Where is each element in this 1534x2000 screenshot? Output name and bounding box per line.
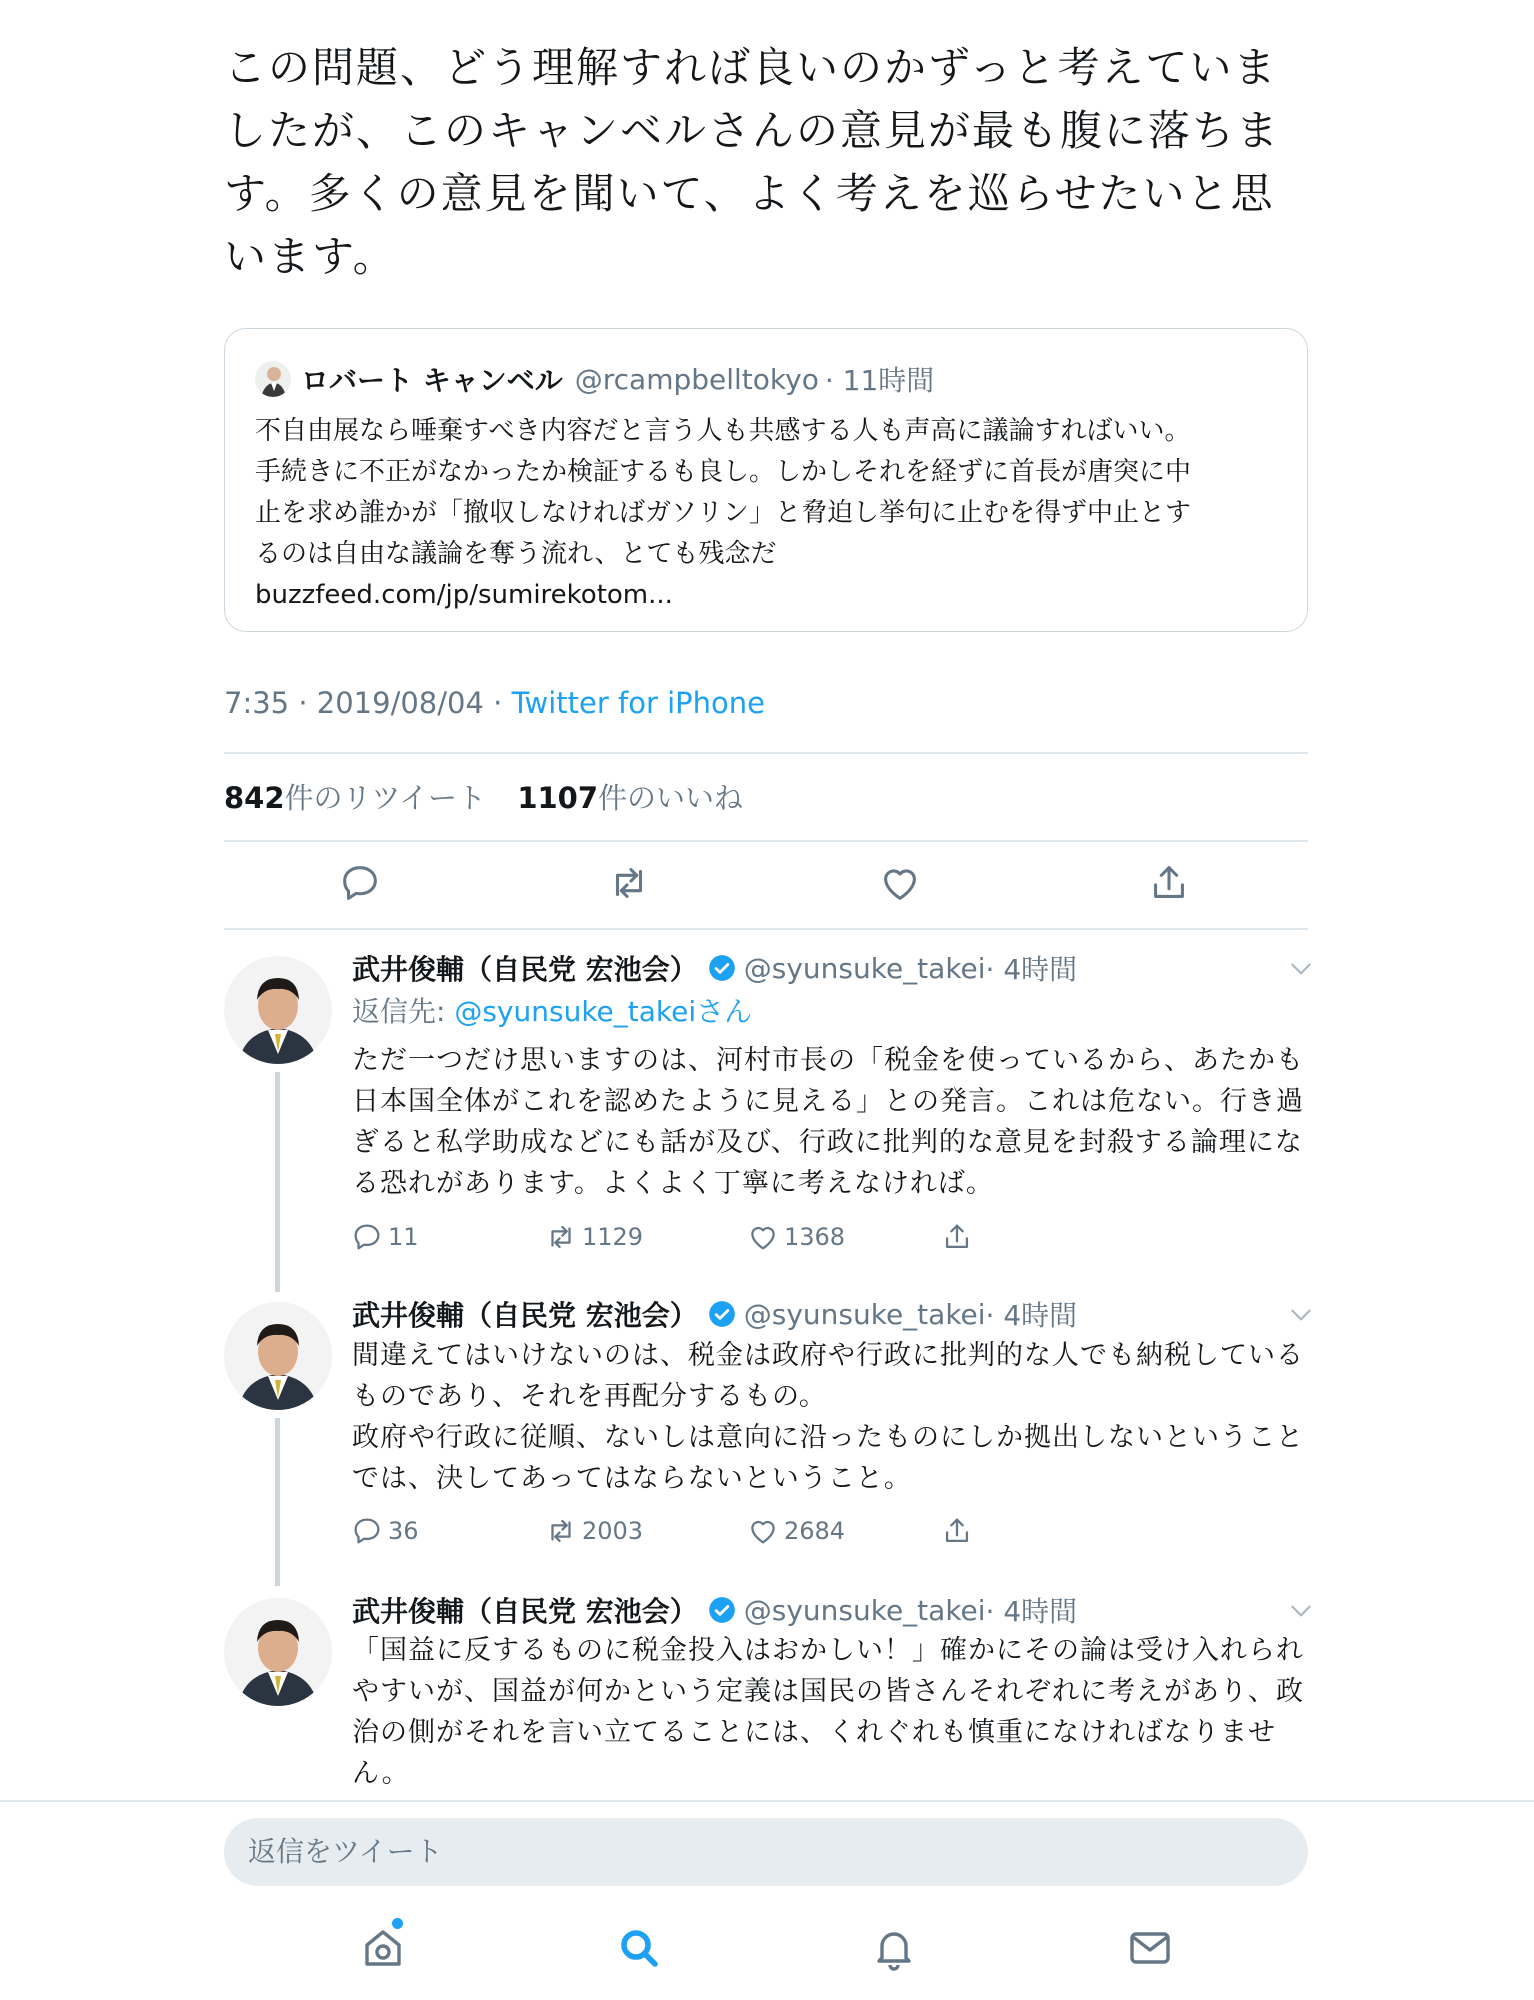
divider <box>224 928 1308 930</box>
reply-author-name[interactable]: 武井俊輔（自民党 宏池会） <box>352 1299 698 1332</box>
like-icon <box>746 1514 780 1548</box>
retweet-icon <box>544 1514 578 1548</box>
chevron-down-icon[interactable] <box>1288 1302 1314 1328</box>
reply-text-line: ん。 <box>352 1758 410 1789</box>
share-icon[interactable] <box>1146 860 1192 906</box>
reply-author-name[interactable]: 武井俊輔（自民党 宏池会） <box>352 1595 698 1628</box>
avatar[interactable] <box>224 1302 332 1410</box>
notifications-icon <box>870 1924 918 1972</box>
divider <box>224 840 1308 842</box>
thread-connector <box>275 1418 280 1586</box>
reply-icon <box>350 1514 384 1548</box>
verified-badge-icon <box>708 954 736 982</box>
quoted-tweet-line: 手続きに不正がなかったか検証するも良し。しかしそれを経ずに首長が唐突に中 <box>255 457 1192 487</box>
reply-to-line <box>352 990 752 1030</box>
quoted-author-handle[interactable]: @rcampbelltokyo <box>574 362 819 396</box>
quoted-tweet-line: 止を求め誰かが「撤収しなければガソリン」と脅迫し挙句に止むを得ず中止とす <box>255 498 1192 528</box>
retweet-button[interactable] <box>544 1514 643 1548</box>
reply-header <box>352 1294 1077 1334</box>
reply-icon <box>350 1220 384 1254</box>
divider <box>224 752 1308 754</box>
retweet-icon <box>544 1220 578 1254</box>
like-count-label: 件のいいね <box>598 781 744 815</box>
like-button[interactable] <box>746 1220 845 1254</box>
like-icon <box>746 1220 780 1254</box>
like-count: 2684 <box>784 1517 846 1545</box>
reply-text-line: 政府や行政に従順、ないしは意向に沿ったものにしか拠出しないということ <box>352 1422 1304 1453</box>
reply-text-line: ものであり、それを再配分するもの。 <box>352 1381 827 1412</box>
reply-button[interactable] <box>350 1514 419 1548</box>
quoted-tweet-body <box>255 411 1295 616</box>
reply-text-line: 治の側がそれを言い立てることには、くれぐれも慎重になければなりませ <box>352 1717 1276 1748</box>
reply-text-line: 日本国全体がこれを認めたように見える」との発言。これは危ない。行き過 <box>352 1086 1304 1117</box>
reply-input[interactable] <box>224 1818 1308 1886</box>
reply-count: 36 <box>388 1517 419 1545</box>
retweet-count: 842 <box>224 781 285 815</box>
tab-notifications[interactable] <box>870 1924 918 1972</box>
reply-time: · 4時間 <box>985 1595 1078 1628</box>
chevron-down-icon[interactable] <box>1288 956 1314 982</box>
like-count: 1107 <box>517 781 599 815</box>
messages-icon <box>1126 1924 1174 1972</box>
chevron-down-icon[interactable] <box>1288 1598 1314 1624</box>
reply-text-line: ぎると私学助成などにも話が及び、行政に批判的な意見を封殺する論理にな <box>352 1127 1303 1158</box>
main-tweet-line: したが、このキャンベルさんの意見が最も腹に落ちま <box>224 106 1281 155</box>
reply-author-handle[interactable]: @syunsuke_takei <box>743 1297 986 1331</box>
quoted-tweet-link[interactable]: buzzfeed.com/jp/sumirekotom... <box>255 580 673 610</box>
tweet-stats <box>224 776 743 817</box>
avatar[interactable] <box>224 956 332 1064</box>
quoted-tweet-card[interactable] <box>224 328 1308 632</box>
reply-text <box>352 1040 1312 1204</box>
reply-text-line: る恐れがあります。よくよく丁寧に考えなければ。 <box>352 1168 994 1199</box>
share-button[interactable] <box>940 1514 978 1548</box>
reply-author-handle[interactable]: @syunsuke_takei <box>743 1593 986 1627</box>
like-icon[interactable] <box>877 860 923 906</box>
verified-badge-icon <box>708 1300 736 1328</box>
reply-actions <box>350 1220 990 1256</box>
reply-text-line: では、決してあってはならないということ。 <box>352 1463 912 1494</box>
divider <box>0 1800 1534 1802</box>
like-count: 1368 <box>784 1223 846 1251</box>
retweet-count: 2003 <box>582 1517 644 1545</box>
like-count-link[interactable] <box>517 781 743 815</box>
reply-text-line: ただ一つだけ思いますのは、河村市長の「税金を使っているから、あたかも <box>352 1045 1304 1076</box>
main-tweet-line: す。多くの意見を聞いて、よく考えを巡らせたいと思 <box>224 169 1275 218</box>
reply-to-label: 返信先: <box>352 995 455 1028</box>
avatar[interactable] <box>224 1598 332 1706</box>
reply-text-line: 間違えてはいけないのは、税金は政府や行政に批判的な人でも納税している <box>352 1340 1304 1371</box>
reply-to-mention[interactable]: @syunsuke_takeiさん <box>454 995 753 1028</box>
reply-author-name[interactable]: 武井俊輔（自民党 宏池会） <box>352 953 698 986</box>
tab-home[interactable] <box>359 1924 407 1972</box>
main-tweet-line: この問題、どう理解すれば良いのかずっと考えていま <box>224 43 1278 92</box>
reply-time: · 4時間 <box>985 1299 1078 1332</box>
tweet-timestamp <box>224 686 765 720</box>
reply-text <box>352 1335 1312 1499</box>
quoted-author-name[interactable]: ロバート キャンベル <box>301 364 563 397</box>
quoted-tweet-line: るのは自由な議論を奪う流れ、とても残念だ <box>255 539 777 569</box>
retweet-icon[interactable] <box>606 860 652 906</box>
reply-time: · 4時間 <box>985 953 1078 986</box>
reply-button[interactable] <box>350 1220 419 1254</box>
reply-header <box>352 1590 1077 1630</box>
new-content-indicator <box>392 1918 403 1929</box>
share-icon <box>940 1514 974 1548</box>
share-icon <box>940 1220 974 1254</box>
reply-actions <box>350 1514 990 1550</box>
reply-author-handle[interactable]: @syunsuke_takei <box>743 951 986 985</box>
retweet-count: 1129 <box>582 1223 644 1251</box>
main-tweet-line: います。 <box>224 232 397 281</box>
thread-connector <box>275 1072 280 1292</box>
quoted-tweet-time: · 11時間 <box>824 364 935 397</box>
quoted-author-avatar <box>255 361 291 397</box>
reply-count: 11 <box>388 1223 419 1251</box>
retweet-count-link[interactable] <box>224 781 486 815</box>
retweet-count-label: 件のリツイート <box>284 781 487 815</box>
quoted-tweet-header <box>255 359 934 399</box>
share-button[interactable] <box>940 1220 978 1254</box>
like-button[interactable] <box>746 1514 845 1548</box>
tweet-time: 7:35 · 2019/08/04 · <box>224 686 512 720</box>
tweet-source-link[interactable]: Twitter for iPhone <box>511 686 765 720</box>
reply-text-line: 「国益に反するものに税金投入はおかしい！」確かにその論は受け入れられ <box>352 1635 1304 1666</box>
reply-header <box>352 948 1077 988</box>
main-tweet-text <box>224 36 1294 288</box>
reply-text <box>352 1630 1312 1794</box>
home-icon <box>359 1924 407 1972</box>
reply-text-line: やすいが、国益が何かという定義は国民の皆さんそれぞれに考えがあり、政 <box>352 1676 1304 1707</box>
tab-messages[interactable] <box>1126 1924 1174 1972</box>
search-icon <box>615 1924 663 1972</box>
verified-badge-icon <box>708 1596 736 1624</box>
reply-icon[interactable] <box>337 860 383 906</box>
tab-search[interactable] <box>615 1924 663 1972</box>
retweet-button[interactable] <box>544 1220 643 1254</box>
quoted-tweet-line: 不自由展なら唾棄すべき内容だと言う人も共感する人も声高に議論すればいい。 <box>255 416 1191 446</box>
